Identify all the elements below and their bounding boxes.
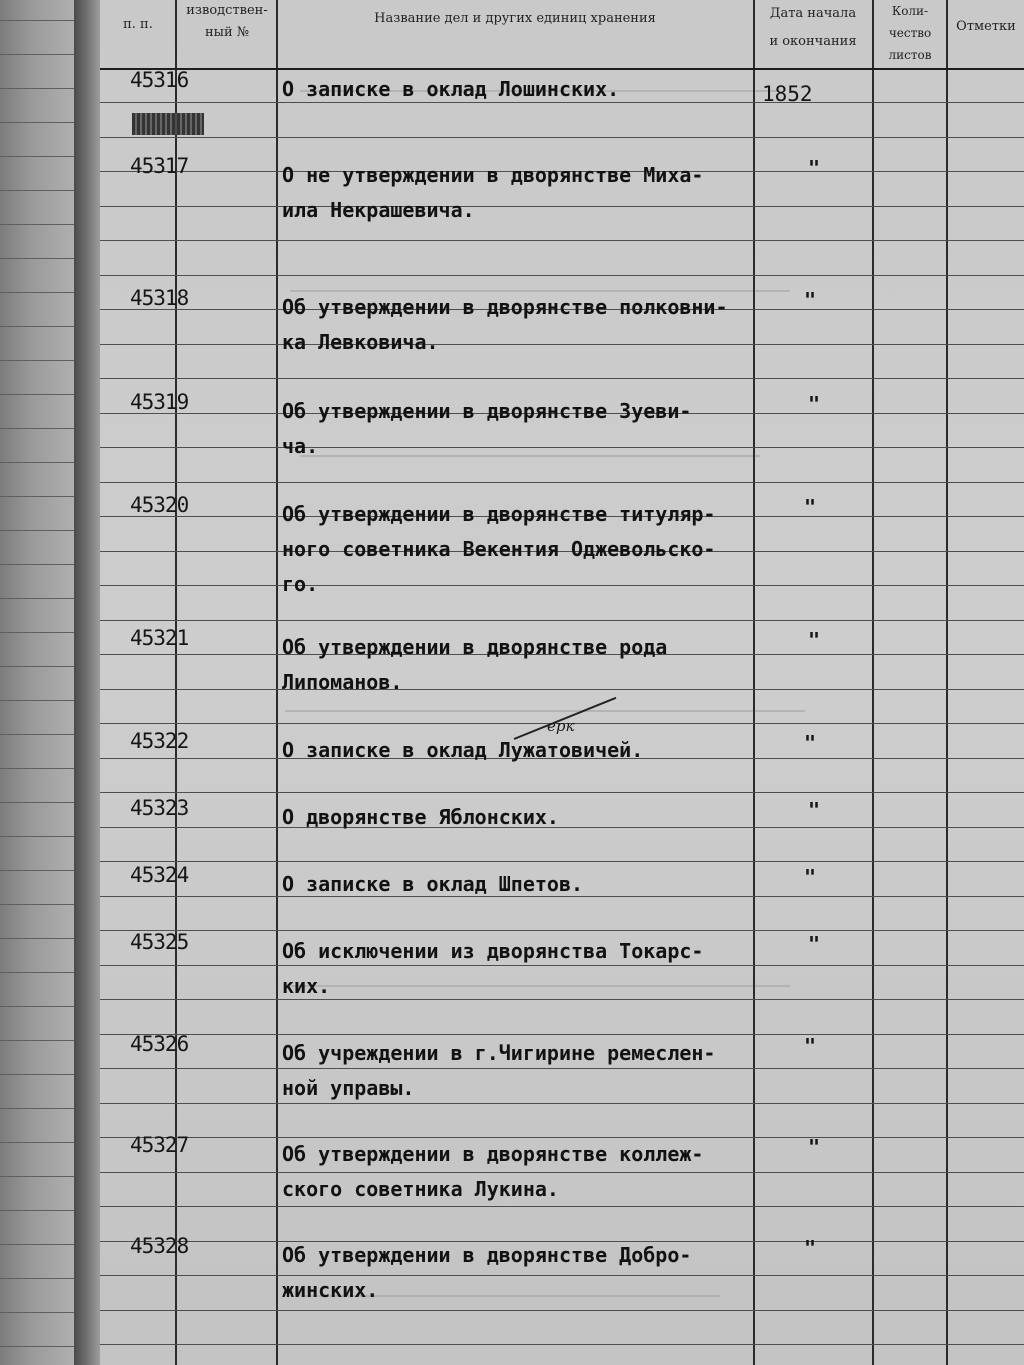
entry-title: Об утверждении в дворянстве титуляр- ного советника Векентия Оджевольско- го. bbox=[282, 502, 716, 596]
entry-date: 1852 bbox=[762, 82, 813, 106]
entry-title: О записке в оклад Шпетов. bbox=[282, 872, 584, 896]
show-through-line bbox=[285, 710, 805, 712]
left-page-rule bbox=[0, 394, 80, 395]
previous-page-edge bbox=[0, 0, 80, 1365]
left-page-rule bbox=[0, 258, 80, 259]
left-page-rule bbox=[0, 1006, 80, 1007]
ditto-mark: " bbox=[804, 1236, 817, 1260]
left-page-rule bbox=[0, 1346, 80, 1347]
book-gutter bbox=[74, 0, 100, 1365]
ditto-mark: " bbox=[808, 798, 821, 822]
entry-number: 45323 bbox=[130, 796, 189, 820]
ditto-mark: " bbox=[804, 288, 817, 312]
struck-out-number bbox=[132, 113, 204, 135]
ruled-line bbox=[100, 1310, 1024, 1311]
left-page-rule bbox=[0, 904, 80, 905]
entry-number: 45318 bbox=[130, 286, 189, 310]
left-page-rule bbox=[0, 224, 80, 225]
entry-title: О записке в оклад Лошинских. bbox=[282, 77, 620, 101]
entry-number: 45319 bbox=[130, 390, 189, 414]
left-page-rule bbox=[0, 1108, 80, 1109]
left-page-rule bbox=[0, 1074, 80, 1075]
ruled-line bbox=[100, 482, 1024, 483]
left-page-rule bbox=[0, 938, 80, 939]
header-notes: Отметки bbox=[956, 19, 1016, 34]
entry-title: Об утверждении в дворянстве Зуеви- ча. bbox=[282, 399, 692, 458]
ruled-line bbox=[100, 861, 1024, 862]
column-rule-dates bbox=[872, 0, 874, 1365]
left-page-rule bbox=[0, 836, 80, 837]
left-page-rule bbox=[0, 598, 80, 599]
entry-title: Об утверждении в дворянстве рода Липоманов. bbox=[282, 635, 668, 694]
column-rule-prod bbox=[276, 0, 278, 1365]
ditto-mark: " bbox=[808, 1135, 821, 1159]
left-page-rule bbox=[0, 428, 80, 429]
left-page-rule bbox=[0, 564, 80, 565]
entry-number: 45317 bbox=[130, 154, 189, 178]
entry-number: 45322 bbox=[130, 729, 189, 753]
left-page-rule bbox=[0, 1142, 80, 1143]
ditto-mark: " bbox=[804, 731, 817, 755]
ruled-line bbox=[100, 1344, 1024, 1345]
left-page-rule bbox=[0, 1176, 80, 1177]
left-page-rule bbox=[0, 1312, 80, 1313]
handwritten-note: ерк bbox=[547, 717, 575, 735]
entry-title: Об утверждении в дворянстве коллеж- ского советника Лукина. bbox=[282, 1142, 704, 1201]
entry-title: Об утверждении в дворянстве полковни- ка Левковича. bbox=[282, 295, 728, 354]
left-page-rule bbox=[0, 326, 80, 327]
left-page-rule bbox=[0, 734, 80, 735]
ditto-mark: " bbox=[804, 865, 817, 889]
left-page-rule bbox=[0, 122, 80, 123]
entry-title: О не утверждении в дворянстве Миха- ила Некрашевича. bbox=[282, 163, 704, 222]
left-page-rule bbox=[0, 360, 80, 361]
ruled-line bbox=[100, 378, 1024, 379]
ditto-mark: " bbox=[808, 392, 821, 416]
left-page-rule bbox=[0, 870, 80, 871]
entry-number: 45324 bbox=[130, 863, 189, 887]
entry-title: О записке в оклад Лужатовичей. bbox=[282, 738, 644, 762]
left-page-rule bbox=[0, 1210, 80, 1211]
header-sheets: Коли- чество листов bbox=[888, 4, 932, 62]
left-page-rule bbox=[0, 768, 80, 769]
header-title: Название дел и других единиц хранения bbox=[374, 11, 656, 26]
entry-title: Об исключении из дворянства Токарс- ких. bbox=[282, 939, 704, 998]
register-page bbox=[100, 0, 1024, 1365]
entry-number: 45328 bbox=[130, 1234, 189, 1258]
column-rule-pp bbox=[175, 0, 177, 1365]
left-page-rule bbox=[0, 292, 80, 293]
left-page-rule bbox=[0, 496, 80, 497]
left-page-rule bbox=[0, 156, 80, 157]
left-page-rule bbox=[0, 666, 80, 667]
left-page-rule bbox=[0, 700, 80, 701]
entry-number: 45321 bbox=[130, 626, 189, 650]
ruled-line bbox=[100, 620, 1024, 621]
header-pp: п. п. bbox=[123, 17, 153, 32]
left-page-rule bbox=[0, 1244, 80, 1245]
header-dates: Дата начала и окончания bbox=[769, 6, 857, 49]
entry-title: О дворянстве Яблонских. bbox=[282, 805, 559, 829]
left-page-rule bbox=[0, 802, 80, 803]
entry-title: Об утверждении в дворянстве Добро- жинских. bbox=[282, 1243, 692, 1302]
ditto-mark: " bbox=[808, 932, 821, 956]
left-page-rule bbox=[0, 190, 80, 191]
ditto-mark: " bbox=[808, 156, 821, 180]
entry-number: 45327 bbox=[130, 1133, 189, 1157]
column-rule-sheets bbox=[946, 0, 948, 1365]
ruled-line bbox=[100, 137, 1024, 138]
left-page-rule bbox=[0, 462, 80, 463]
left-page-rule bbox=[0, 972, 80, 973]
ruled-line bbox=[100, 275, 1024, 276]
left-page-rule bbox=[0, 530, 80, 531]
ditto-mark: " bbox=[804, 1034, 817, 1058]
ditto-mark: " bbox=[808, 628, 821, 652]
entry-number: 45316 bbox=[130, 68, 189, 92]
entry-number: 45325 bbox=[130, 930, 189, 954]
header-prod-no: изводствен- ный № bbox=[186, 3, 268, 40]
entry-title: Об учреждении в г.Чигирине ремеслен- ной управы. bbox=[282, 1041, 716, 1100]
ruled-line bbox=[100, 792, 1024, 793]
left-page-rule bbox=[0, 88, 80, 89]
entry-number: 45320 bbox=[130, 493, 189, 517]
ditto-mark: " bbox=[804, 495, 817, 519]
left-page-rule bbox=[0, 1278, 80, 1279]
entry-number: 45326 bbox=[130, 1032, 189, 1056]
left-page-rule bbox=[0, 20, 80, 21]
left-page-rule bbox=[0, 54, 80, 55]
left-page-rule bbox=[0, 632, 80, 633]
left-page-rule bbox=[0, 1040, 80, 1041]
ruled-line bbox=[100, 240, 1024, 241]
